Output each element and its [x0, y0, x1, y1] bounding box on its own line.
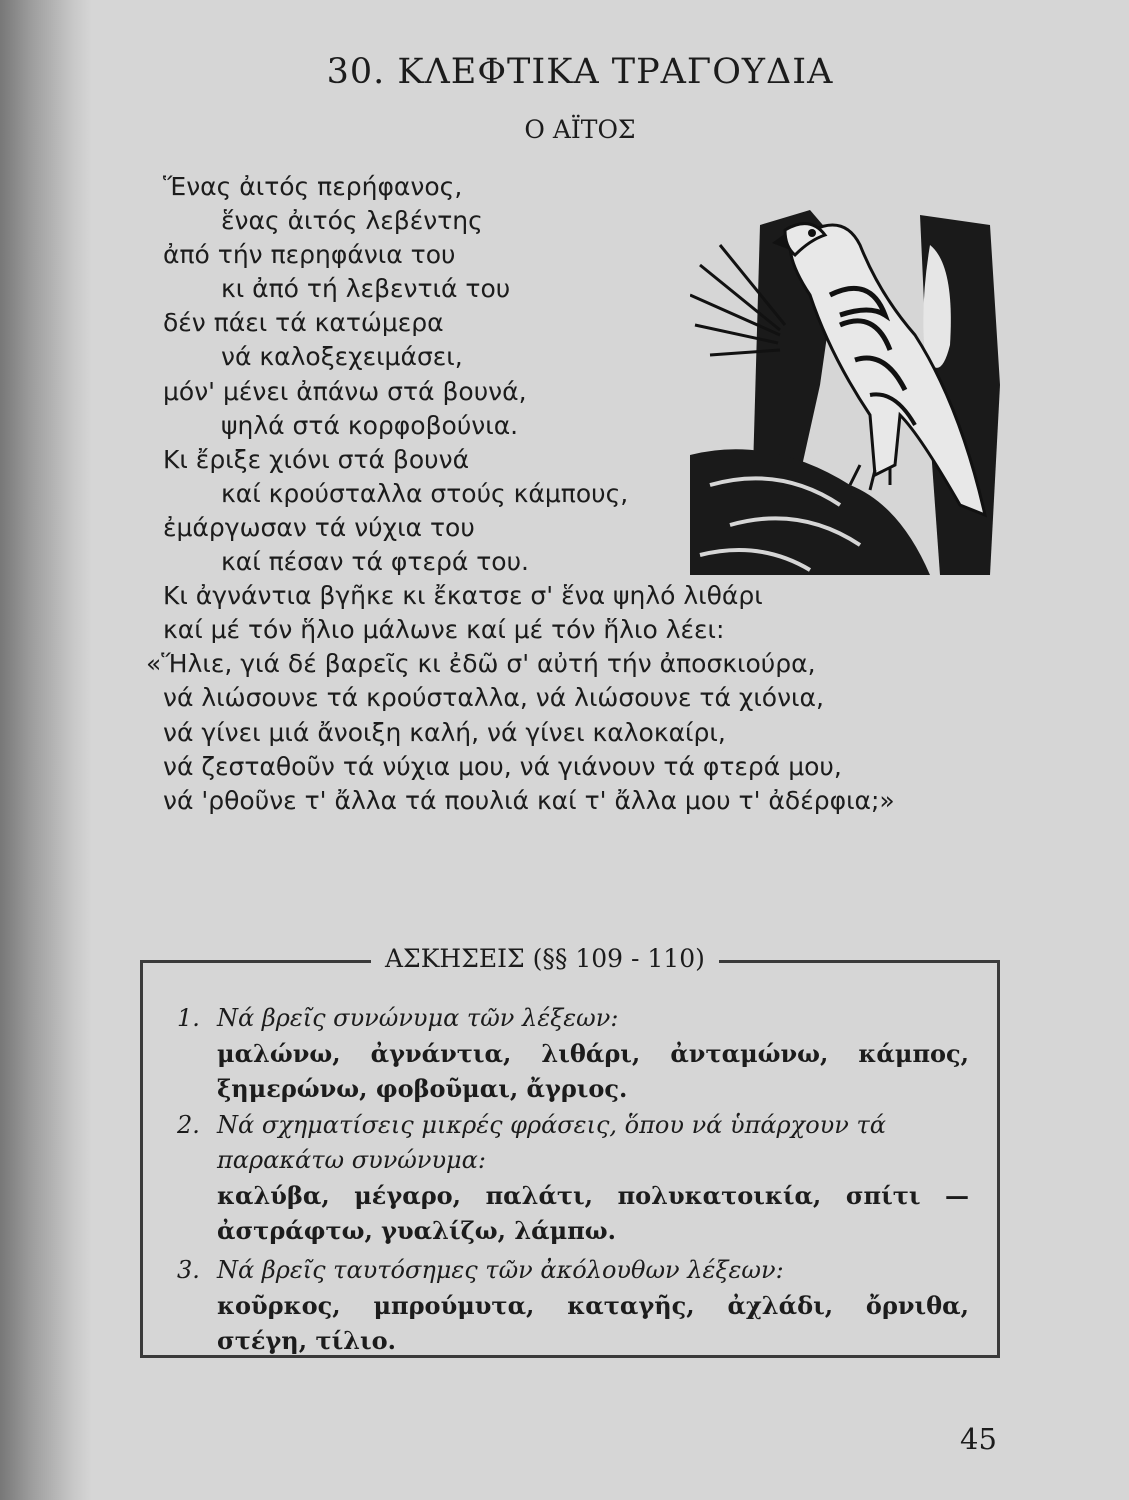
poem-line: «Ἥλιε, γιά δέ βαρεῖς κι ἐδῶ σ' αὐτή τήν ἀποσκιούρα,: [146, 649, 816, 679]
exercises-box: [140, 944, 1000, 1358]
exercise-item-3: [177, 1253, 969, 1358]
poem-line: Ἕνας ἀιτός περήφανος,: [163, 172, 463, 201]
exercise-item-2: [177, 1108, 969, 1248]
poem-title: Ο ΑΪΤΟΣ: [524, 115, 636, 144]
exercise-number: 1.: [177, 1004, 200, 1032]
poem-line: νά καλοξεχειμάσει,: [221, 342, 463, 372]
poem-line: Κι ἔριξε χιόνι στά βουνά: [163, 444, 470, 474]
eagle-illustration: [690, 185, 1005, 585]
exercise-instruction: Νά βρεῖς ταυτόσημες τῶν ἀκόλουθων λέξεων:: [217, 1256, 784, 1284]
chapter-title: 30. ΚΛΕΦΤΙΚΑ ΤΡΑΓΟΥΔΙΑ: [326, 52, 834, 92]
poem-line: καί πέσαν τά φτερά του.: [221, 547, 530, 577]
page-gutter-shadow: [0, 0, 92, 1500]
poem-line: ψηλά στά κορφοβούνια.: [221, 410, 519, 440]
poem-line: ἀπό τήν περηφάνια του: [163, 240, 456, 270]
poem-line: νά λιώσουνε τά κρούσταλλα, νά λιώσουνε τά χιόνια,: [163, 683, 824, 713]
poem-line: ἐμάργωσαν τά νύχια του: [163, 512, 475, 542]
exercise-words: μαλώνω, ἀγνάντια, λιθάρι, ἀνταμώνω, κάμπος, ξημερώνω, φοβοῦμαι, ἄγριος.: [217, 1039, 969, 1103]
poem-line: μόν' μένει ἀπάνω στά βουνά,: [163, 376, 527, 406]
exercise-words: καλύβα, μέγαρο, παλάτι, πολυκατοικία, σπίτι — ἀστράφτω, γυαλίζω, λάμπω.: [217, 1181, 969, 1245]
poem-line: νά 'ρθοῦνε τ' ἄλλα τά πουλιά καί τ' ἄλλα μου τ' ἀδέρφια;»: [163, 785, 895, 815]
exercise-instruction: Νά βρεῖς συνώνυμα τῶν λέξεων:: [217, 1004, 619, 1032]
poem-line: ἕνας ἀιτός λεβέντης: [221, 206, 483, 236]
poem-line: καί κρούσταλλα στούς κάμπους,: [221, 478, 629, 508]
poem-line: δέν πάει τά κατώμερα: [163, 308, 444, 338]
exercise-item-1: [177, 1001, 969, 1106]
page-number: 45: [960, 1422, 997, 1456]
poem-line: νά ζεσταθοῦν τά νύχια μου, νά γιάνουν τά φτερά μου,: [163, 751, 842, 781]
exercise-instruction: Νά σχηματίσεις μικρές φράσεις, ὅπου νά ὑπάρχουν τά παρακάτω συνώνυμα:: [217, 1111, 886, 1174]
exercise-words: κοῦρκος, μπρούμυτα, καταγῆς, ἀχλάδι, ὄρνιθα, στέγη, τίλιο.: [217, 1291, 969, 1355]
exercises-title: ΑΣΚΗΣΕΙΣ (§§ 109 - 110): [371, 944, 719, 973]
poem-line: κι ἀπό τή λεβεντιά του: [221, 274, 511, 304]
exercise-number: 2.: [177, 1111, 200, 1139]
poem-line: Κι ἀγνάντια βγῆκε κι ἔκατσε σ' ἕνα ψηλό λιθάρι: [163, 581, 763, 611]
exercise-number: 3.: [177, 1256, 200, 1284]
poem-line: νά γίνει μιά ἄνοιξη καλή, νά γίνει καλοκαίρι,: [163, 717, 726, 747]
poem-line: καί μέ τόν ἥλιο μάλωνε καί μέ τόν ἥλιο λέει:: [163, 615, 725, 645]
